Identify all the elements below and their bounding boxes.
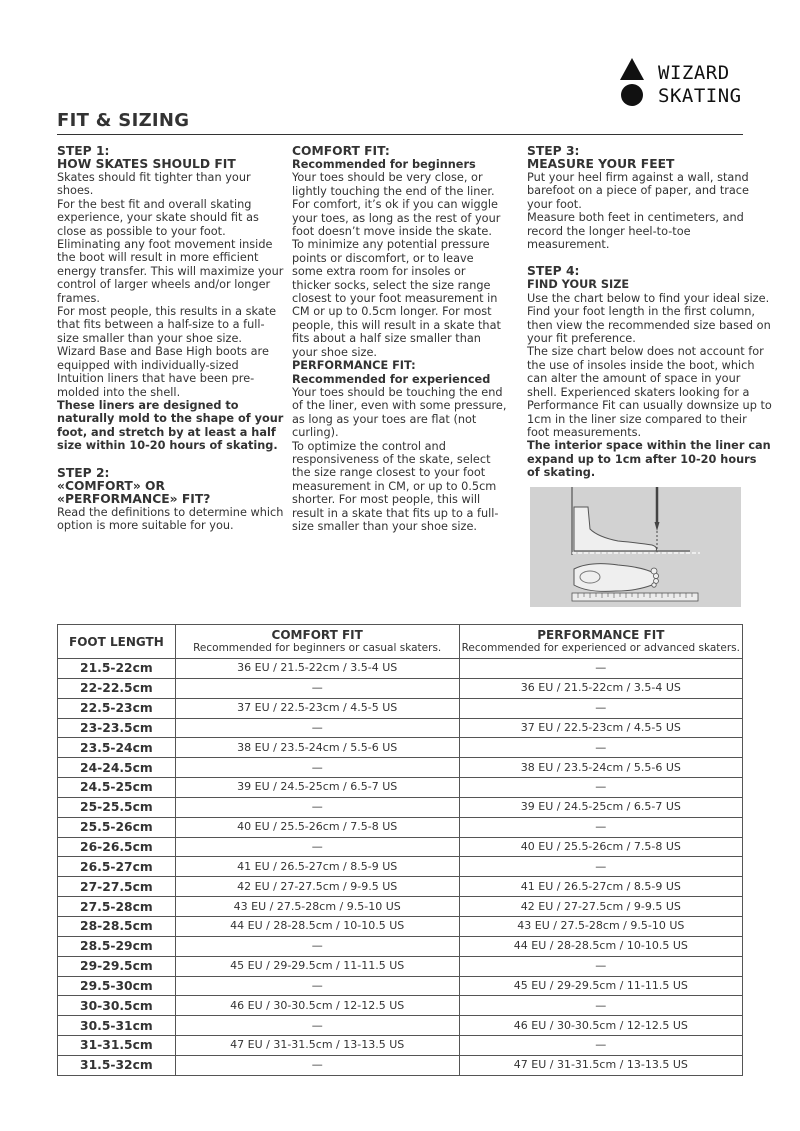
step4-paragraph: Use the chart below to find your ideal size. Find your foot length in the first column, then view the recommended size based on your fit preference. — [527, 291, 771, 346]
comfort-heading: COMFORT FIT: — [292, 144, 390, 158]
step1-paragraph: Skates should fit tighter than your shoes. — [57, 171, 251, 198]
comfort-fit-cell: 40 EU / 25.5-26cm / 7.5-8 US — [175, 817, 459, 837]
comfort-paragraph: To minimize any potential pressure points or discomfort, or to leave some extra room for insoles or thicker socks, select the size range closest to your foot measurement in CM or up to 0.5cm longer. For most people, this will result in a skate that fits about a half size smaller than your shoe size. — [292, 238, 501, 359]
foot-length-cell: 26.5-27cm — [58, 857, 176, 877]
table-row — [58, 877, 743, 897]
foot-tracing-icon — [530, 487, 741, 607]
table-row — [58, 698, 743, 718]
foot-length-cell: 28-28.5cm — [58, 916, 176, 936]
performance-fit-cell: 37 EU / 22.5-23cm / 4.5-5 US — [459, 718, 742, 738]
performance-heading: PERFORMANCE FIT: — [292, 359, 416, 373]
performance-fit-cell: 42 EU / 27-27.5cm / 9-9.5 US — [459, 897, 742, 917]
step4-paragraph: The size chart below does not account for the use of insoles inside the boot, which can alter the amount of space in your shell. Experienced skaters looking for a Performance Fit can usually downsize up to 1cm in the liner size compared to their foot measurements. — [527, 345, 772, 439]
step3-subheading: MEASURE YOUR FEET — [527, 157, 675, 171]
table-header-row — [58, 625, 743, 659]
step1-paragraph: Wizard Base and Base High boots are equipped with individually-sized Intuition liners that have been pre-molded into the shell. — [57, 345, 269, 399]
foot-length-cell: 22.5-23cm — [58, 698, 176, 718]
performance-fit-cell: 44 EU / 28-28.5cm / 10-10.5 US — [459, 936, 742, 956]
comfort-fit-cell: 36 EU / 21.5-22cm / 3.5-4 US — [175, 659, 459, 679]
table-row — [58, 778, 743, 798]
foot-length-cell: 22-22.5cm — [58, 678, 176, 698]
table-row — [58, 718, 743, 738]
performance-fit-cell: — — [459, 778, 742, 798]
performance-fit-cell: 47 EU / 31-31.5cm / 13-13.5 US — [459, 1055, 742, 1075]
foot-measurement-illustration — [530, 487, 741, 607]
comfort-fit-header-label: COMFORT FIT — [271, 628, 363, 642]
comfort-fit-header-sub: Recommended for beginners or casual skaters. — [193, 642, 442, 654]
foot-length-header-label: FOOT LENGTH — [69, 634, 164, 649]
comfort-fit-cell: 46 EU / 30-30.5cm / 12-12.5 US — [175, 996, 459, 1016]
comfort-fit-cell: — — [175, 758, 459, 778]
comfort-fit-cell: 42 EU / 27-27.5cm / 9-9.5 US — [175, 877, 459, 897]
step1-heading: STEP 1: — [57, 144, 110, 158]
comfort-fit-cell: — — [175, 1016, 459, 1036]
comfort-fit-cell: — — [175, 797, 459, 817]
foot-length-cell: 27-27.5cm — [58, 877, 176, 897]
step2-text: Read the definitions to determine which option is more suitable for you. — [57, 505, 284, 532]
performance-fit-cell: 46 EU / 30-30.5cm / 12-12.5 US — [459, 1016, 742, 1036]
comfort-fit-cell: 39 EU / 24.5-25cm / 6.5-7 US — [175, 778, 459, 798]
foot-length-cell: 29.5-30cm — [58, 976, 176, 996]
table-row — [58, 976, 743, 996]
comfort-fit-cell: 45 EU / 29-29.5cm / 11-11.5 US — [175, 956, 459, 976]
foot-length-cell: 26-26.5cm — [58, 837, 176, 857]
foot-length-cell: 31-31.5cm — [58, 1036, 176, 1056]
table-row — [58, 817, 743, 837]
comfort-subheading: Recommended for beginners — [292, 158, 476, 171]
table-row — [58, 1016, 743, 1036]
foot-length-cell: 30.5-31cm — [58, 1016, 176, 1036]
performance-fit-cell: 43 EU / 27.5-28cm / 9.5-10 US — [459, 916, 742, 936]
foot-length-cell: 31.5-32cm — [58, 1055, 176, 1075]
performance-paragraph: To optimize the control and responsiveness of the skate, select the size range closest to your foot measurement in CM, or up to 0.5cm shorter. For most people, this will result in a skate that fits up to a full-size smaller than your shoe size. — [292, 439, 499, 533]
foot-length-cell: 24-24.5cm — [58, 758, 176, 778]
performance-fit-cell: — — [459, 817, 742, 837]
comfort-fit-cell: 41 EU / 26.5-27cm / 8.5-9 US — [175, 857, 459, 877]
title-divider — [57, 134, 743, 135]
table-row — [58, 857, 743, 877]
performance-fit-header-sub: Recommended for experienced or advanced skaters. — [461, 642, 740, 654]
size-chart-table — [57, 624, 743, 1076]
performance-fit-cell: — — [459, 1036, 742, 1056]
foot-length-cell: 29-29.5cm — [58, 956, 176, 976]
table-row — [58, 936, 743, 956]
performance-fit-cell: 40 EU / 25.5-26cm / 7.5-8 US — [459, 837, 742, 857]
table-row — [58, 797, 743, 817]
comfort-fit-cell: — — [175, 936, 459, 956]
comfort-fit-cell: 43 EU / 27.5-28cm / 9.5-10 US — [175, 897, 459, 917]
step1-subheading: HOW SKATES SHOULD FIT — [57, 157, 236, 171]
table-row — [58, 738, 743, 758]
table-row — [58, 1055, 743, 1075]
performance-fit-cell: 38 EU / 23.5-24cm / 5.5-6 US — [459, 758, 742, 778]
table-row — [58, 916, 743, 936]
foot-length-header — [58, 625, 176, 659]
table-row — [58, 1036, 743, 1056]
comfort-paragraph: Your toes should be very close, or lightly touching the end of the liner. For comfort, it’s ok if you can wiggle your toes, as long as the rest of your foot doesn’t move inside the skate. — [292, 171, 501, 239]
performance-fit-cell: — — [459, 738, 742, 758]
brand-line-2: SKATING — [658, 85, 742, 107]
step3-heading: STEP 3: — [527, 144, 580, 158]
performance-fit-header-label: PERFORMANCE FIT — [537, 628, 665, 642]
step3-paragraph: Put your heel firm against a wall, stand barefoot on a piece of paper, and trace your foot. — [527, 171, 749, 211]
performance-fit-cell: — — [459, 659, 742, 679]
performance-fit-cell: — — [459, 956, 742, 976]
foot-length-cell: 25-25.5cm — [58, 797, 176, 817]
brand-wordmark — [658, 62, 742, 108]
performance-fit-cell: — — [459, 698, 742, 718]
brand-logo — [620, 58, 760, 108]
size-chart-body — [58, 659, 743, 1076]
table-row — [58, 758, 743, 778]
table-row — [58, 956, 743, 976]
performance-fit-header — [459, 625, 742, 659]
table-row — [58, 837, 743, 857]
comfort-fit-cell: 44 EU / 28-28.5cm / 10-10.5 US — [175, 916, 459, 936]
performance-paragraph: Your toes should be touching the end of the liner, even with some pressure, as long as your toes are flat (not curling). — [292, 385, 507, 440]
step4-heading: STEP 4: — [527, 264, 580, 279]
step4-bold-note: The interior space within the liner can expand up to 1cm after 10-20 hours of skating. — [527, 439, 771, 480]
table-row — [58, 996, 743, 1016]
performance-fit-cell: 39 EU / 24.5-25cm / 6.5-7 US — [459, 797, 742, 817]
step4-subheading: FIND YOUR SIZE — [527, 278, 630, 292]
step1-paragraph: For most people, this results in a skate that fits between a half-size to a full-size smaller than your shoe size. — [57, 305, 277, 345]
performance-fit-cell: 36 EU / 21.5-22cm / 3.5-4 US — [459, 678, 742, 698]
comfort-fit-cell: 38 EU / 23.5-24cm / 5.5-6 US — [175, 738, 459, 758]
column-step-3-4 — [527, 145, 772, 480]
table-row — [58, 678, 743, 698]
step3-paragraph: Measure both feet in centimeters, and record the longer heel-to-toe measurement. — [527, 211, 744, 252]
foot-length-cell: 23.5-24cm — [58, 738, 176, 758]
performance-subheading: Recommended for experienced — [292, 372, 491, 386]
performance-fit-cell: — — [459, 857, 742, 877]
step2-subheading: «COMFORT» OR «PERFORMANCE» FIT? — [57, 478, 211, 506]
step2-heading: STEP 2: — [57, 465, 110, 480]
step1-paragraph: For the best fit and overall skating experience, your skate should fit as close as possible to your foot. Eliminating any foot movement inside the boot will result in more efficient energy transfer. This will maximize your control of larger wheels and/or longer frames. — [57, 197, 284, 305]
column-fit-definitions — [292, 145, 507, 533]
foot-length-cell: 25.5-26cm — [58, 817, 176, 837]
foot-length-cell: 24.5-25cm — [58, 778, 176, 798]
comfort-fit-cell: — — [175, 718, 459, 738]
brand-line-1: WIZARD — [658, 62, 730, 84]
page-title: FIT & SIZING — [57, 110, 190, 131]
table-row — [58, 897, 743, 917]
table-row — [58, 659, 743, 679]
comfort-fit-cell: — — [175, 837, 459, 857]
column-step-1-2 — [57, 145, 285, 532]
comfort-fit-cell: — — [175, 1055, 459, 1075]
foot-length-cell: 28.5-29cm — [58, 936, 176, 956]
comfort-fit-cell: — — [175, 678, 459, 698]
foot-length-cell: 27.5-28cm — [58, 897, 176, 917]
step1-bold-note: These liners are designed to naturally mold to the shape of your foot, and stretch by at least a half size within 10-20 hours of skating. — [57, 398, 284, 453]
foot-length-cell: 30-30.5cm — [58, 996, 176, 1016]
comfort-fit-cell: — — [175, 976, 459, 996]
comfort-fit-cell: 47 EU / 31-31.5cm / 13-13.5 US — [175, 1036, 459, 1056]
performance-fit-cell: 45 EU / 29-29.5cm / 11-11.5 US — [459, 976, 742, 996]
logo-mark-icon — [620, 58, 650, 106]
performance-fit-cell: — — [459, 996, 742, 1016]
foot-length-cell: 21.5-22cm — [58, 659, 176, 679]
comfort-fit-header — [175, 625, 459, 659]
performance-fit-cell: 41 EU / 26.5-27cm / 8.5-9 US — [459, 877, 742, 897]
foot-length-cell: 23-23.5cm — [58, 718, 176, 738]
comfort-fit-cell: 37 EU / 22.5-23cm / 4.5-5 US — [175, 698, 459, 718]
